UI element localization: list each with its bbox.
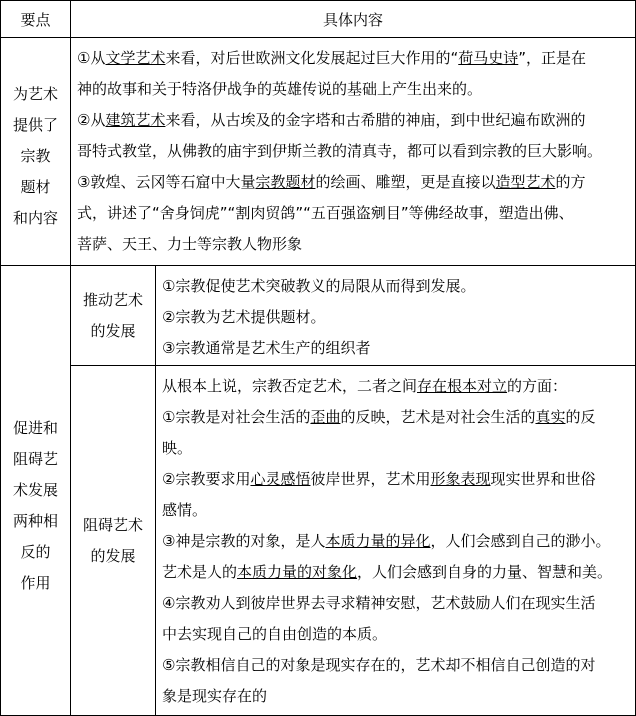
content-line: [162, 371, 635, 402]
label-line: 的发展: [90, 321, 136, 340]
text-segment: ④宗教劝人到彼岸世界去寻求精神安慰，艺术鼓励人们在现实生活: [162, 594, 596, 612]
underlined-keyword: 造型艺术: [495, 173, 556, 191]
content-line: [162, 402, 635, 433]
text-segment: ②从: [77, 111, 106, 129]
content-line: [77, 105, 635, 136]
label-line: 阻碍艺: [12, 449, 58, 468]
label-line: 题材: [20, 178, 51, 196]
text-segment: 的方面：: [507, 377, 568, 395]
header-col1-text: 要点: [20, 10, 51, 29]
text-segment: ③敦煌、云冈等石窟中大量: [77, 173, 256, 191]
text-segment: 的绘画、雕塑，更是直接以: [315, 173, 496, 191]
sub2-label-cell: [70, 365, 156, 716]
content-line: [77, 43, 635, 74]
text-segment: ，人们会感到自己的渺小。: [430, 532, 611, 550]
text-segment: 的反映，艺术是对社会生活的: [340, 408, 536, 426]
label-line: 推动艺术: [82, 290, 143, 309]
label-line: 为艺术: [12, 85, 58, 103]
text-segment: ”，正是在: [518, 49, 587, 67]
label-line: 作用: [20, 573, 51, 592]
content-line: [162, 271, 635, 302]
underlined-keyword: 荷马史诗: [458, 49, 519, 67]
label-line: 两种相: [12, 511, 58, 530]
text-segment: 来看，对后世欧洲文化发展起过巨大作用的“: [165, 49, 459, 67]
text-segment: ，人们会感到自身的力量、智慧和美。: [357, 563, 613, 581]
label-line: 术发展: [12, 480, 58, 499]
text-segment: ①从: [77, 49, 106, 67]
underlined-keyword: 真实: [535, 408, 566, 426]
text-segment: 中去实现自己的自由创造的本质。: [162, 625, 388, 643]
content-line: [162, 619, 635, 650]
underlined-keyword: 歪曲: [310, 408, 341, 426]
row2-label-cell: [0, 265, 71, 716]
underlined-keyword: 本质力量的异化: [325, 532, 431, 550]
text-segment: 神的故事和关于特洛伊战争的英雄传说的基础上产生出来的。: [77, 80, 483, 98]
label-line: 阻碍艺术: [82, 515, 143, 534]
row1-content-cell: [70, 37, 636, 266]
sub2-content-cell: [155, 365, 636, 716]
label-line: 和内容: [12, 209, 58, 227]
underlined-keyword: 本质力量的对象化: [237, 563, 358, 581]
text-segment: ①宗教是对社会生活的: [162, 408, 311, 426]
text-segment: 式，讲述了“舍身饲虎”“割肉贸鸽”“五百强盗剜目”等佛经故事，塑造出佛、: [77, 204, 574, 222]
header-col1: [0, 0, 71, 38]
content-line: [162, 588, 635, 619]
underlined-keyword: 形象表现: [430, 470, 491, 488]
content-line: [162, 333, 635, 364]
label-line: 促进和: [12, 418, 58, 437]
text-segment: ③宗教通常是艺术生产的组织者: [162, 339, 371, 357]
content-line: [77, 136, 635, 167]
content-line: [77, 198, 635, 229]
text-segment: 彼岸世界，艺术用: [310, 470, 431, 488]
content-line: [162, 650, 635, 681]
header-col2: [70, 0, 636, 38]
underlined-keyword: 建筑艺术: [105, 111, 166, 129]
content-line: [77, 74, 635, 105]
header-col2-text: 具体内容: [322, 10, 383, 29]
sub1-content-cell: [155, 265, 636, 366]
content-line: [162, 464, 635, 495]
label-line: 的发展: [90, 546, 136, 565]
content-line: [162, 495, 635, 526]
text-segment: 的方: [555, 173, 586, 191]
underlined-keyword: 心灵感悟: [250, 470, 311, 488]
text-segment: ②宗教为艺术提供题材。: [162, 308, 326, 326]
underlined-keyword: 宗教题材: [255, 173, 316, 191]
text-segment: 哥特式教堂，从佛教的庙宇到伊斯兰教的清真寺，都可以看到宗教的巨大影响。: [77, 142, 603, 160]
content-line: [77, 167, 635, 198]
label-line: 宗教: [20, 147, 51, 165]
text-segment: ①宗教促使艺术突破教义的局限从而得到发展。: [162, 277, 476, 295]
text-segment: 从根本上说，宗教否定艺术，二者之间: [162, 377, 418, 395]
underlined-keyword: 文学艺术: [105, 49, 166, 67]
text-segment: 艺术是人的: [162, 563, 238, 581]
content-line: [162, 526, 635, 557]
text-segment: 感情。: [162, 501, 208, 519]
text-segment: 现实世界和世俗: [490, 470, 596, 488]
label-line: 反的: [20, 542, 51, 561]
sub1-label-cell: [70, 265, 156, 366]
text-segment: 菩萨、天王、力士等宗教人物形象: [77, 235, 303, 253]
content-line: [162, 681, 635, 712]
content-line: [162, 302, 635, 333]
text-segment: 映。: [162, 439, 193, 457]
text-segment: ⑤宗教相信自己的对象是现实存在的，艺术却不相信自己创造的对: [162, 656, 596, 674]
content-line: [162, 433, 635, 464]
content-line: [162, 557, 635, 588]
content-line: [77, 229, 635, 260]
text-segment: ②宗教要求用: [162, 470, 251, 488]
text-segment: ③神是宗教的对象，是人: [162, 532, 326, 550]
row1-label-cell: [0, 37, 71, 266]
text-segment: 象是现实存在的: [162, 687, 268, 705]
label-line: 提供了: [12, 116, 58, 134]
text-segment: 来看，从古埃及的金字塔和古希腊的神庙，到中世纪遍布欧洲的: [165, 111, 586, 129]
underlined-keyword: 存在根本对立: [417, 377, 508, 395]
text-segment: 的反: [565, 408, 596, 426]
